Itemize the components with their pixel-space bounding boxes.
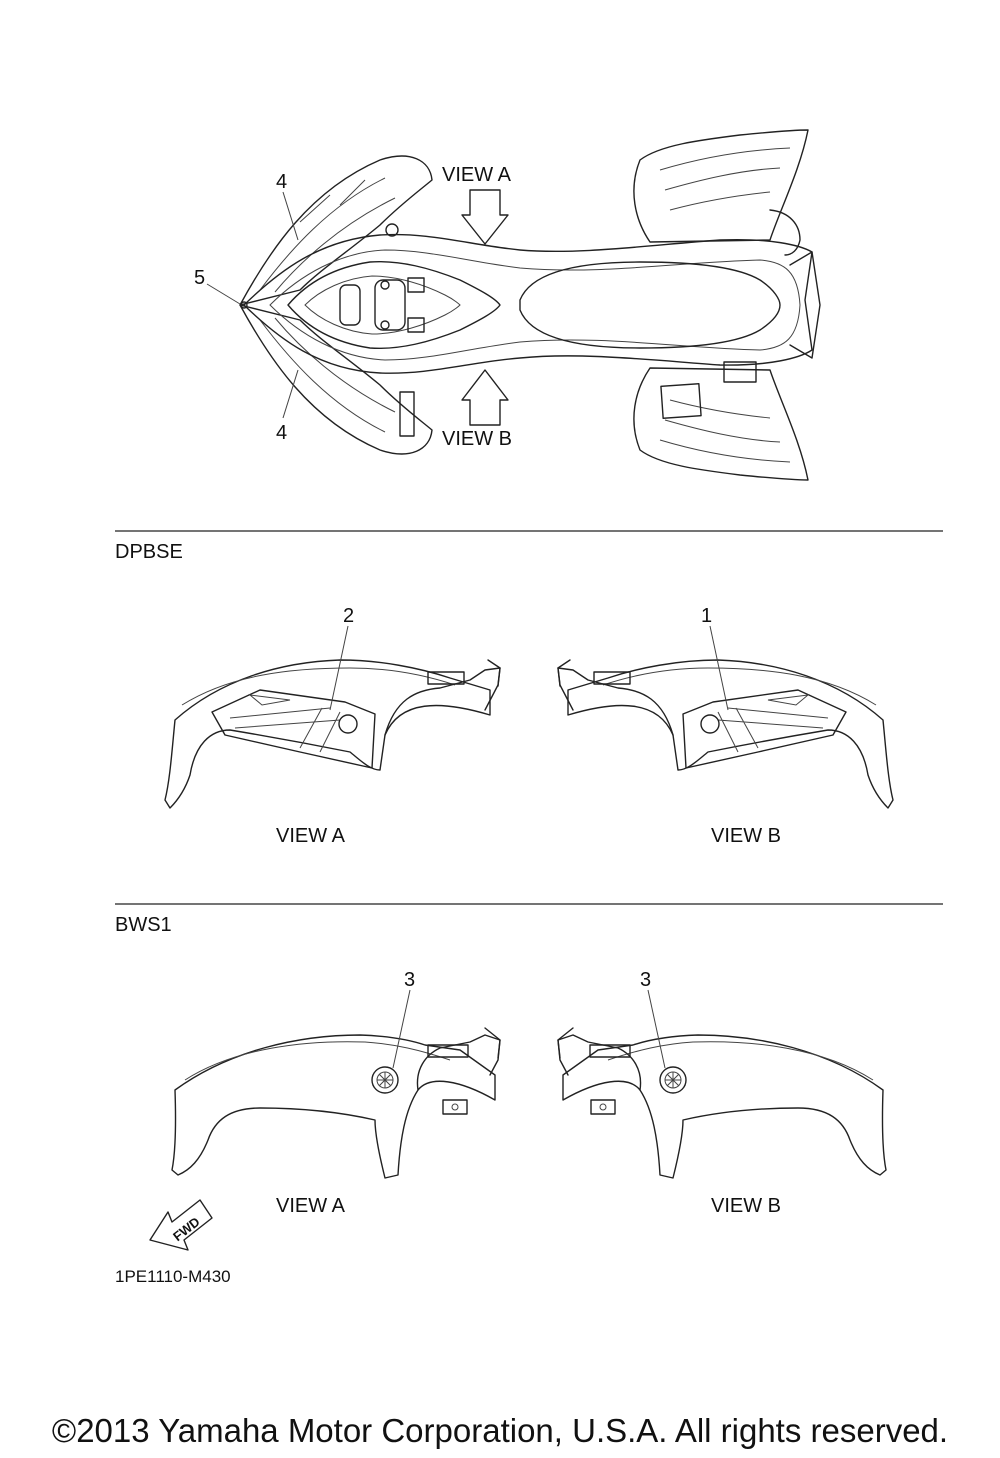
atv-top-view bbox=[207, 130, 820, 480]
diagram-code: 1PE1110-M430 bbox=[115, 1267, 231, 1286]
fender-view-a-bws1 bbox=[172, 1028, 500, 1178]
fwd-label: FWD bbox=[170, 1214, 203, 1245]
copyright-notice: ©2013 Yamaha Motor Corporation, U.S.A. All rights reserved. bbox=[51, 1412, 949, 1449]
view-b-label-top: VIEW B bbox=[442, 428, 513, 450]
leader-3-left bbox=[393, 990, 410, 1068]
section-title-bws1: BWS1 bbox=[115, 914, 172, 936]
view-a-label-dpbse: VIEW A bbox=[276, 825, 345, 847]
fender-view-b-dpbse bbox=[558, 660, 893, 808]
callout-4-upper: 4 bbox=[276, 171, 288, 193]
leader-3-right bbox=[648, 990, 665, 1068]
callout-2: 2 bbox=[343, 605, 355, 627]
view-b-label-dpbse: VIEW B bbox=[711, 825, 782, 847]
callout-3-left: 3 bbox=[404, 969, 416, 991]
view-b-label-bws1: VIEW B bbox=[711, 1195, 782, 1217]
callout-5: 5 bbox=[194, 267, 206, 289]
callout-1: 1 bbox=[701, 605, 713, 627]
callout-4-lower: 4 bbox=[276, 422, 288, 444]
fwd-arrow-icon bbox=[150, 1200, 212, 1250]
view-a-label-top: VIEW A bbox=[442, 164, 511, 186]
fender-view-a-dpbse bbox=[165, 660, 500, 808]
callout-3-right: 3 bbox=[640, 969, 652, 991]
fender-view-b-bws1 bbox=[558, 1028, 886, 1178]
section-title-dpbse: DPBSE bbox=[115, 541, 183, 563]
view-a-label-bws1: VIEW A bbox=[276, 1195, 345, 1217]
